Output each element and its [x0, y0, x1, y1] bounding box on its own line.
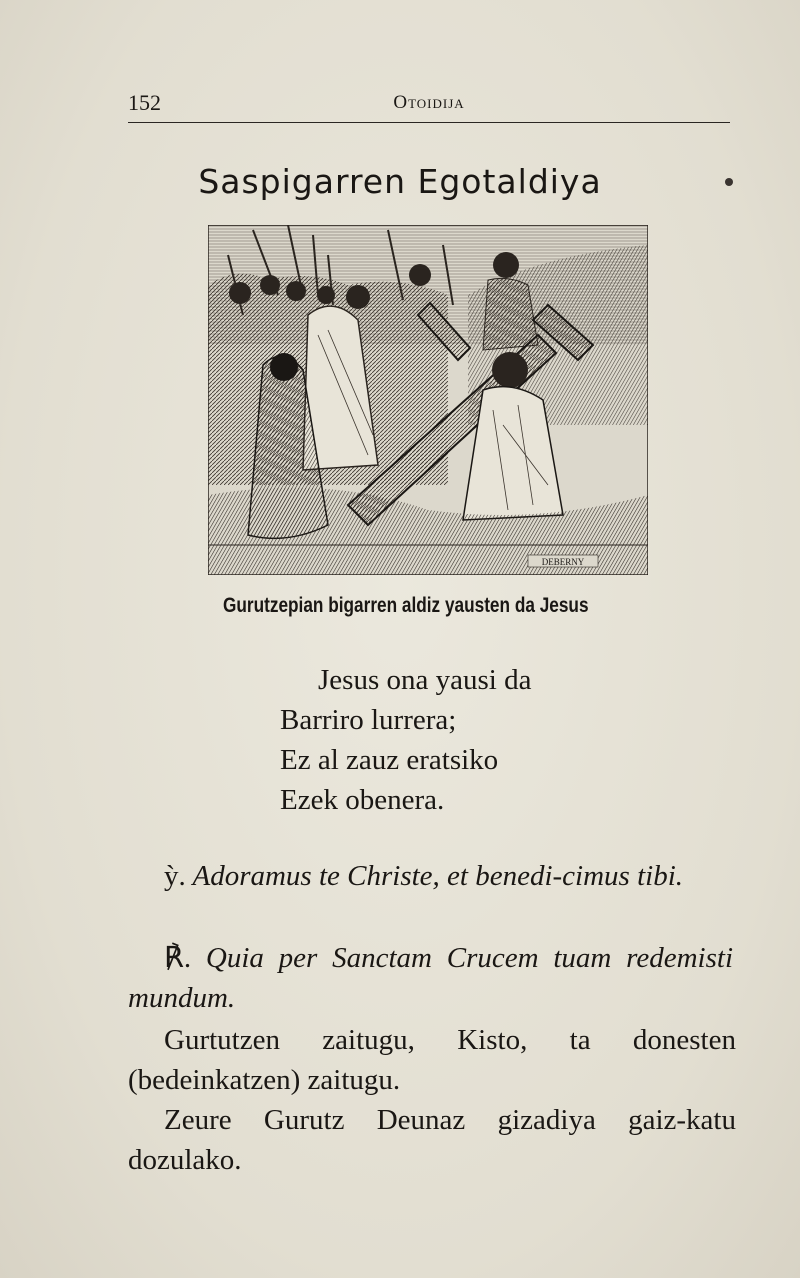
verse-line: Barriro lurrera;	[280, 704, 457, 736]
verse-line: Ezek obenera.	[280, 784, 445, 816]
running-head: Otoidija	[393, 92, 465, 113]
response-mark: ℟.	[164, 942, 192, 974]
verse-stanza	[280, 660, 531, 820]
illustration-caption: Gurutzepian bigarren aldiz yausten da Jesus	[222, 594, 589, 617]
versicle-text: Adoramus te Christe, et benedi-cimus tibi.	[192, 860, 684, 892]
page-number: 152	[128, 90, 161, 115]
response-text: Quia per Sanctam Crucem tuam redemisti mundum.	[128, 942, 734, 1014]
verse-line: Jesus ona yausi da	[318, 664, 532, 696]
verse-line: Ez al zauz eratsiko	[280, 744, 499, 776]
prose-paragraph: Gurtutzen zaitugu, Kisto, ta donesten (bedeinkatzen) zaitugu.	[128, 1024, 736, 1096]
page-header	[128, 88, 730, 123]
engraver-signature: DEBERNY	[541, 557, 585, 567]
prose-paragraph: Zeure Gurutz Deunaz gizadiya gaiz-katu dozulako.	[128, 1104, 736, 1176]
engraving-illustration	[208, 225, 648, 575]
versicle-mark: ỳ.	[164, 860, 186, 892]
versicle	[128, 856, 733, 896]
section-title: Saspigarren Egotaldiya	[198, 162, 602, 201]
response	[128, 938, 733, 1018]
ink-spot-ornament	[725, 178, 733, 186]
